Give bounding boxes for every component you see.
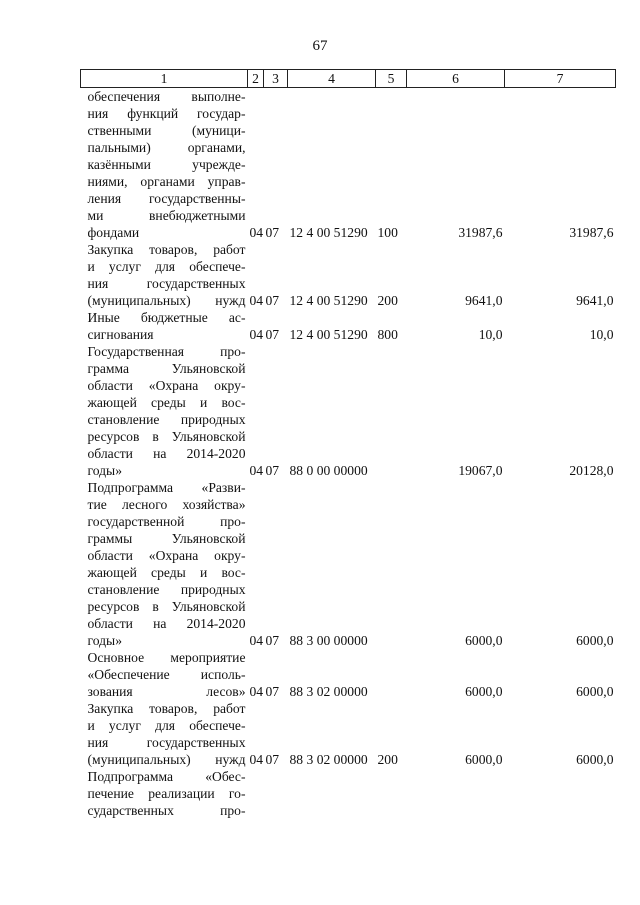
description-line: ресурсов в Ульяновской: [87, 599, 246, 614]
expense-type-code: 800: [377, 327, 398, 342]
description-line: становление природных: [87, 412, 246, 427]
table-row: [81, 768, 616, 819]
table-header: [81, 70, 616, 88]
section-code: 04: [249, 752, 264, 767]
description-line: пальными) органами,: [87, 140, 246, 155]
amount-year-1: 31987,6: [458, 225, 503, 240]
subsection-code: 07: [265, 684, 280, 699]
row-description: [81, 343, 248, 479]
description-line: ственными (муници-: [87, 123, 246, 138]
row-description: [81, 479, 248, 649]
amount-year-1: 6000,0: [465, 752, 503, 767]
page-number: 67: [312, 38, 328, 54]
amount-year-1: 19067,0: [458, 463, 503, 478]
description-line: Закупка товаров, работ: [87, 701, 246, 716]
amount-year-2: [505, 768, 616, 819]
subsection-code: 07: [265, 633, 280, 648]
description-line: Государственная про-: [87, 344, 246, 359]
description-line: и услуг для обеспече-: [87, 718, 246, 733]
description-line: ния государственных: [87, 276, 246, 291]
target-article-code: 88 3 02 00000: [289, 752, 368, 767]
row-description: [81, 241, 248, 309]
description-line: жающей среды и вос-: [87, 565, 246, 580]
header-col-6: 6: [407, 70, 505, 88]
header-col-1: 1: [81, 70, 248, 88]
description-line: зования лесов»: [87, 684, 246, 699]
target-article-code: 12 4 00 51290: [289, 327, 368, 342]
description-line: области на 2014-2020: [87, 616, 246, 631]
subsection-code: 07: [265, 225, 280, 240]
subsection-code: 07: [265, 327, 280, 342]
header-col-5: 5: [376, 70, 407, 88]
description-line: ми внебюджетными: [87, 208, 246, 223]
description-line: области «Охрана окру-: [87, 548, 246, 563]
description-line: печение реализации го-: [87, 786, 246, 801]
amount-year-1: 6000,0: [465, 684, 503, 699]
description-line: казёнными учрежде-: [87, 157, 246, 172]
table-row: [81, 309, 616, 343]
description-line: жающей среды и вос-: [87, 395, 246, 410]
section-code: 04: [249, 463, 264, 478]
description-line: ресурсов в Ульяновской: [87, 429, 246, 444]
header-col-3: 3: [264, 70, 288, 88]
expense-type-code: 200: [377, 293, 398, 308]
description-line: области на 2014-2020: [87, 446, 246, 461]
subsection-code: 07: [265, 752, 280, 767]
target-article-code: 12 4 00 51290: [289, 225, 368, 240]
section-code: 04: [249, 684, 264, 699]
header-col-2: 2: [248, 70, 264, 88]
expense-type-code: [376, 649, 407, 700]
description-line: обеспечения выполне-: [87, 89, 246, 104]
row-description: [81, 649, 248, 700]
table-row: [81, 700, 616, 768]
section-code: 04: [249, 225, 264, 240]
description-line: Подпрограмма «Разви-: [87, 480, 246, 495]
description-line: годы»: [87, 463, 122, 478]
amount-year-1: [407, 768, 505, 819]
description-line: ния функций государ-: [87, 106, 246, 121]
row-description: [81, 700, 248, 768]
description-line: годы»: [87, 633, 122, 648]
amount-year-1: 6000,0: [465, 633, 503, 648]
target-article-code: 88 0 00 00000: [289, 463, 368, 478]
description-line: ниями, органами управ-: [87, 174, 246, 189]
target-article-code: [288, 768, 376, 819]
subsection-code: 07: [265, 463, 280, 478]
description-line: Основное мероприятие: [87, 650, 246, 665]
section-code: 04: [249, 293, 264, 308]
description-line: области «Охрана окру-: [87, 378, 246, 393]
amount-year-2: 10,0: [589, 327, 614, 342]
header-col-7: 7: [505, 70, 616, 88]
row-description: [81, 88, 248, 242]
table-row: [81, 88, 616, 242]
target-article-code: 88 3 02 00000: [289, 684, 368, 699]
description-line: фондами: [87, 225, 140, 240]
description-line: грамма Ульяновской: [87, 361, 246, 376]
description-line: граммы Ульяновской: [87, 531, 246, 546]
description-line: ления государственны-: [87, 191, 246, 206]
target-article-code: 12 4 00 51290: [289, 293, 368, 308]
description-line: (муниципальных) нужд: [87, 293, 246, 308]
header-col-4: 4: [288, 70, 376, 88]
description-line: тие лесного хозяйства»: [87, 497, 246, 512]
description-line: сигнования: [87, 327, 154, 342]
amount-year-1: 9641,0: [465, 293, 503, 308]
section-code: 04: [249, 633, 264, 648]
row-description: [81, 309, 248, 343]
row-description: [81, 768, 248, 819]
amount-year-2: 31987,6: [569, 225, 614, 240]
description-line: становление природных: [87, 582, 246, 597]
amount-year-2: 6000,0: [576, 752, 614, 767]
target-article-code: 88 3 00 00000: [289, 633, 368, 648]
table-body: [81, 88, 616, 820]
amount-year-2: 9641,0: [576, 293, 614, 308]
section-code: 04: [249, 327, 264, 342]
description-line: (муниципальных) нужд: [87, 752, 246, 767]
table-row: [81, 343, 616, 479]
description-line: Иные бюджетные ас-: [87, 310, 246, 325]
description-line: ния государственных: [87, 735, 246, 750]
amount-year-2: 20128,0: [569, 463, 614, 478]
budget-table: [80, 69, 616, 819]
description-line: «Обеспечение исполь-: [87, 667, 246, 682]
description-line: Закупка товаров, работ: [87, 242, 246, 257]
amount-year-1: 10,0: [478, 327, 503, 342]
table-row: [81, 241, 616, 309]
table-row: [81, 479, 616, 649]
amount-year-2: 6000,0: [576, 633, 614, 648]
expense-type-code: [376, 343, 407, 479]
expense-type-code: 100: [377, 225, 398, 240]
subsection-code: [264, 768, 288, 819]
amount-year-2: 6000,0: [576, 684, 614, 699]
description-line: сударственных про-: [87, 803, 246, 818]
table-row: [81, 649, 616, 700]
section-code: [248, 768, 264, 819]
description-line: государственной про-: [87, 514, 246, 529]
description-line: и услуг для обеспече-: [87, 259, 246, 274]
subsection-code: 07: [265, 293, 280, 308]
description-line: Подпрограмма «Обес-: [87, 769, 246, 784]
expense-type-code: [376, 768, 407, 819]
expense-type-code: [376, 479, 407, 649]
expense-type-code: 200: [377, 752, 398, 767]
